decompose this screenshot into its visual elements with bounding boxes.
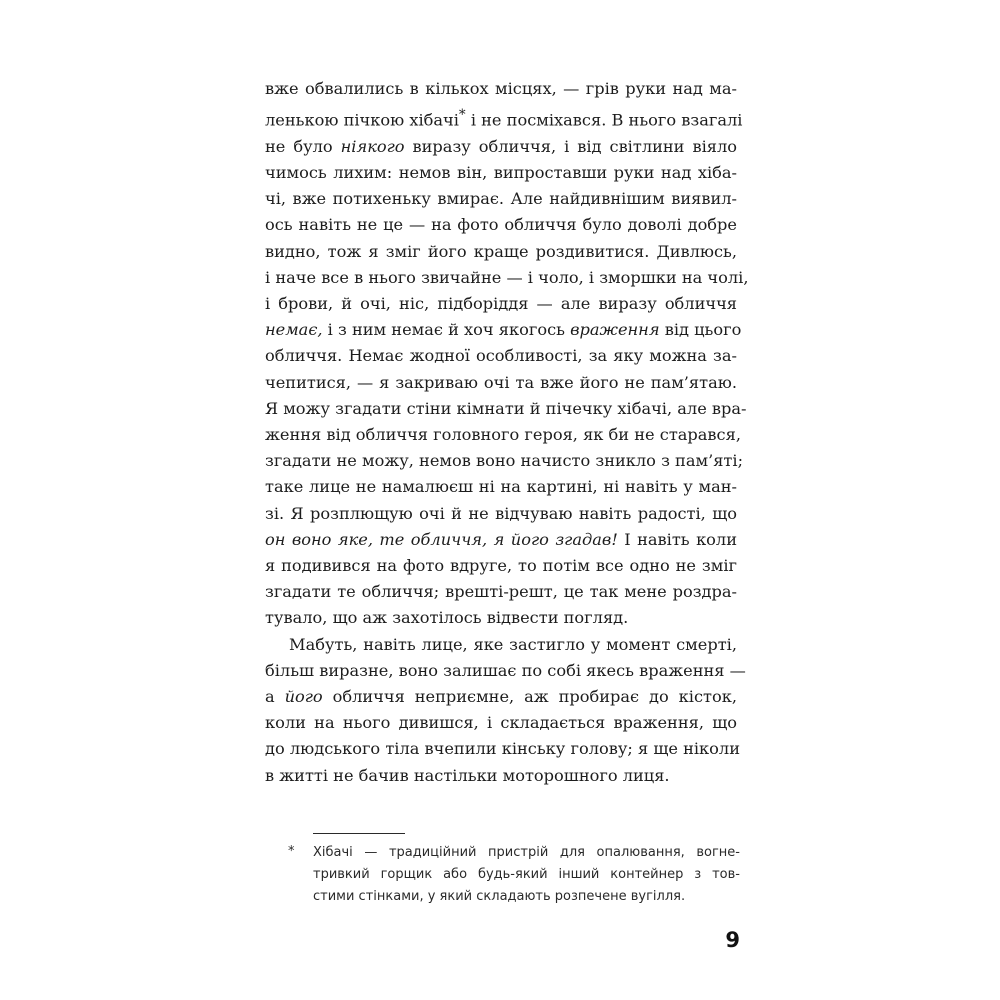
emphasis-text: он воно яке, те обличчя, я його згадав! — [265, 529, 618, 549]
text-line — [265, 102, 743, 134]
text-run: виразу обличчя, і від світлини віяло — [404, 136, 737, 156]
text-line — [265, 160, 737, 186]
emphasis-text: ніякого — [340, 136, 405, 156]
text-run: таке лице не намалюєш ні на картині, ні навіть у ман- — [265, 477, 737, 497]
text-run: від цього — [659, 320, 742, 340]
text-run: Я можу згадати стіни кімнати й пічечку хібачі, але вра- — [265, 398, 747, 418]
text-run: згадати не можу, немов воно начисто зникло з пам’яті; — [265, 451, 744, 471]
footnote-line: Хібачі — традиційний пристрій для опалювання, вогне- — [313, 845, 740, 860]
text-line — [265, 291, 737, 317]
text-run: чимось лихим: немов він, випроставши руки над хіба- — [265, 163, 737, 182]
text-run: коли на нього дивишся, і складається враження, що — [265, 713, 737, 733]
text-line — [265, 710, 737, 736]
emphasis-text: враження — [570, 320, 660, 340]
emphasis-text: його — [284, 687, 323, 707]
text-run: і не посміхався. В нього взагалі — [465, 110, 743, 130]
text-run: і наче все в нього звичайне — і чоло, і зморшки на чолі, — [265, 267, 749, 287]
text-run: згадати те обличчя; врешті-решт, це так мене роздра- — [265, 582, 737, 602]
text-line — [265, 553, 737, 579]
text-line — [265, 212, 737, 238]
text-run: видно, тож я зміг його краще роздивитися. Дивлюсь, — [265, 241, 737, 261]
text-run: чепитися, — я закриваю очі та вже його не пам’ятаю. — [265, 372, 737, 392]
text-run: більш виразне, воно залишає по собі якесь враження — — [265, 660, 746, 680]
text-run: чі, вже потихеньку вмирає. Але найдивнішим виявил- — [265, 189, 737, 209]
text-line — [265, 632, 737, 658]
text-run: Мабуть, навіть лице, яке застигло у момент смерті, — [289, 634, 737, 654]
text-run: і з ним немає й хоч якогось — [322, 320, 571, 340]
text-run: в житті не бачив настільки моторошного лиця. — [265, 765, 670, 785]
text-run: не було — [265, 136, 341, 156]
text-line — [265, 343, 737, 369]
text-run: вже обвалились в кількох місцях, — грів руки над ма- — [265, 79, 737, 98]
text-run: а — [265, 687, 285, 707]
text-run: і брови, й очі, ніс, підборіддя — але виразу обличчя — [265, 294, 737, 314]
text-run: І навіть коли — [617, 529, 737, 549]
text-line — [265, 763, 737, 789]
text-run: обличчя неприємне, аж пробирає до кісток, — [322, 687, 737, 707]
text-line — [265, 684, 737, 710]
text-run: обличчя. Немає жодної особливості, за яку можна за- — [265, 346, 737, 366]
footnote-line: тривкий горщик або будь-який інший контейнер з тов- — [313, 867, 740, 882]
footnote-line: стими стінками, у який складають розпечене вугілля. — [313, 889, 686, 904]
text-line — [265, 736, 740, 762]
text-line — [265, 76, 737, 102]
text-line — [265, 186, 737, 212]
text-run: ленькою пічкою хібачі — [265, 110, 459, 130]
text-run: ось навіть не це — на фото обличчя було доволі добре — [265, 215, 737, 235]
text-line — [265, 134, 737, 160]
text-run: тувало, що аж захотілось відвести погляд. — [265, 608, 629, 628]
text-line — [265, 501, 737, 527]
text-line — [265, 605, 737, 631]
text-line — [265, 474, 737, 500]
text-line — [265, 239, 737, 265]
text-run: зі. Я розплющую очі й не відчуваю навіть радості, що — [265, 503, 737, 523]
text-line — [265, 422, 741, 448]
footnote-reference: * — [458, 107, 466, 124]
emphasis-text: немає, — [265, 320, 323, 340]
text-line — [265, 527, 737, 553]
text-line — [265, 265, 749, 291]
text-line — [265, 370, 737, 396]
footnote-divider — [313, 833, 405, 834]
text-line — [265, 579, 737, 605]
page-number: 9 — [725, 928, 740, 952]
text-line — [265, 658, 746, 684]
footnote-text — [313, 842, 740, 908]
text-line — [265, 396, 747, 422]
text-line — [265, 448, 744, 474]
text-run: до людського тіла вчепили кінську голову; я ще ніколи — [265, 739, 740, 759]
footnote-marker: * — [288, 844, 295, 859]
text-run: я подивився на фото вдруге, то потім все одно не зміг — [265, 556, 737, 576]
text-run: ження від обличчя головного героя, як би не старався, — [265, 425, 741, 445]
text-line — [265, 317, 742, 343]
body-text — [265, 76, 749, 789]
